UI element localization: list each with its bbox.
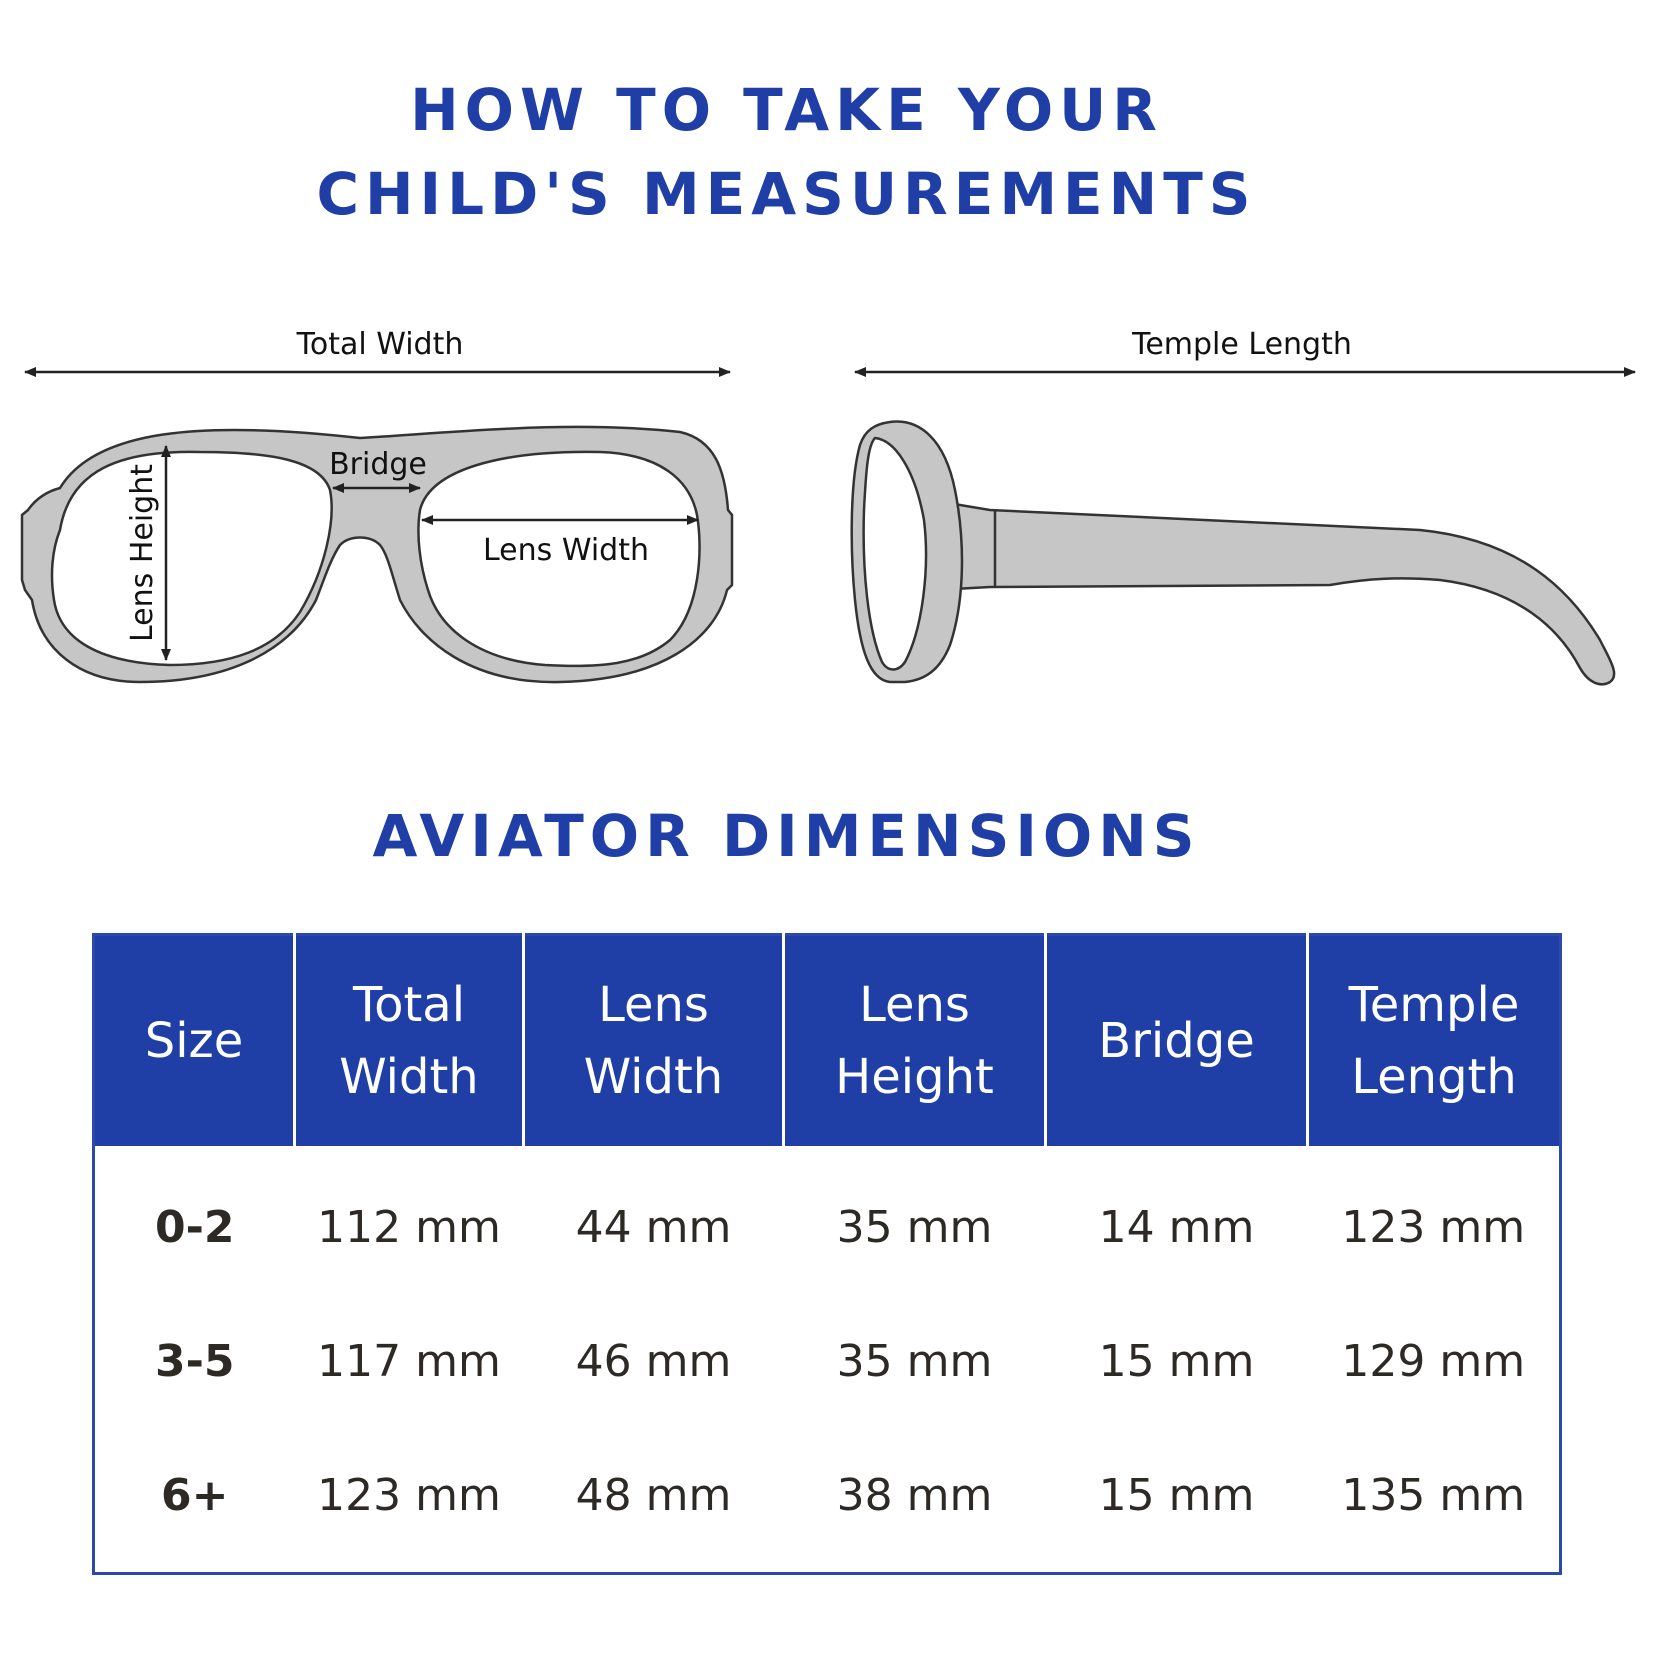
lens-width-cell: 44 mm [575,1201,732,1253]
header-temple-length [1308,935,1561,1147]
table-row [94,1428,1561,1574]
size-cell: 0-2 [155,1201,235,1253]
temple-length-cell: 123 mm [1341,1201,1526,1253]
bridge-cell: 15 mm [1098,1469,1255,1521]
lens-width-cell: 48 mm [575,1469,732,1521]
header-temple-length-line2: Length [1351,1049,1517,1105]
header-bridge [1046,935,1308,1147]
total-width-cell: 123 mm [317,1469,501,1521]
glasses-diagram [0,300,1653,700]
temple-length-label: Temple Length [1132,327,1352,362]
table-header-row [94,935,1561,1147]
table-row [94,1294,1561,1428]
header-size-text: Size [144,1013,244,1069]
lens-height-cell: 38 mm [836,1469,993,1521]
header-lens-width-line2: Width [583,1049,724,1105]
header-total-width [295,935,524,1147]
header-temple-length-line1: Temple [1348,977,1520,1033]
header-lens-width-line1: Lens [598,977,709,1033]
temple-length-cell: 129 mm [1341,1335,1526,1387]
lens-width-cell: 46 mm [575,1335,732,1387]
side-frame [852,422,1614,685]
temple-length-cell: 135 mm [1341,1469,1526,1521]
header-size [94,935,295,1147]
lens-height-label: Lens Height [125,464,160,642]
size-cell: 6+ [161,1469,229,1521]
table-row [94,1146,1561,1294]
dimensions-table [92,933,1562,1575]
section-title: AVIATOR DIMENSIONS [372,802,1201,870]
side-temple-shape [930,500,1614,684]
title-line-2: CHILD'S MEASUREMENTS [316,160,1257,228]
lens-width-label: Lens Width [483,533,649,568]
lens-height-cell: 35 mm [836,1201,993,1253]
bridge-cell: 14 mm [1098,1201,1255,1253]
header-total-width-line1: Total [352,977,466,1033]
total-width-cell: 112 mm [317,1201,501,1253]
lens-height-cell: 35 mm [836,1335,993,1387]
header-bridge-text: Bridge [1098,1013,1255,1069]
header-lens-height-line1: Lens [859,977,970,1033]
size-cell: 3-5 [155,1335,235,1387]
total-width-label: Total Width [296,327,464,362]
header-lens-height-line2: Height [835,1049,994,1105]
bridge-cell: 15 mm [1098,1335,1255,1387]
total-width-cell: 117 mm [317,1335,501,1387]
header-lens-width [524,935,784,1147]
bridge-label: Bridge [329,447,427,482]
title-line-1: HOW TO TAKE YOUR [410,76,1163,144]
header-lens-height [784,935,1046,1147]
header-total-width-line2: Width [339,1049,479,1105]
